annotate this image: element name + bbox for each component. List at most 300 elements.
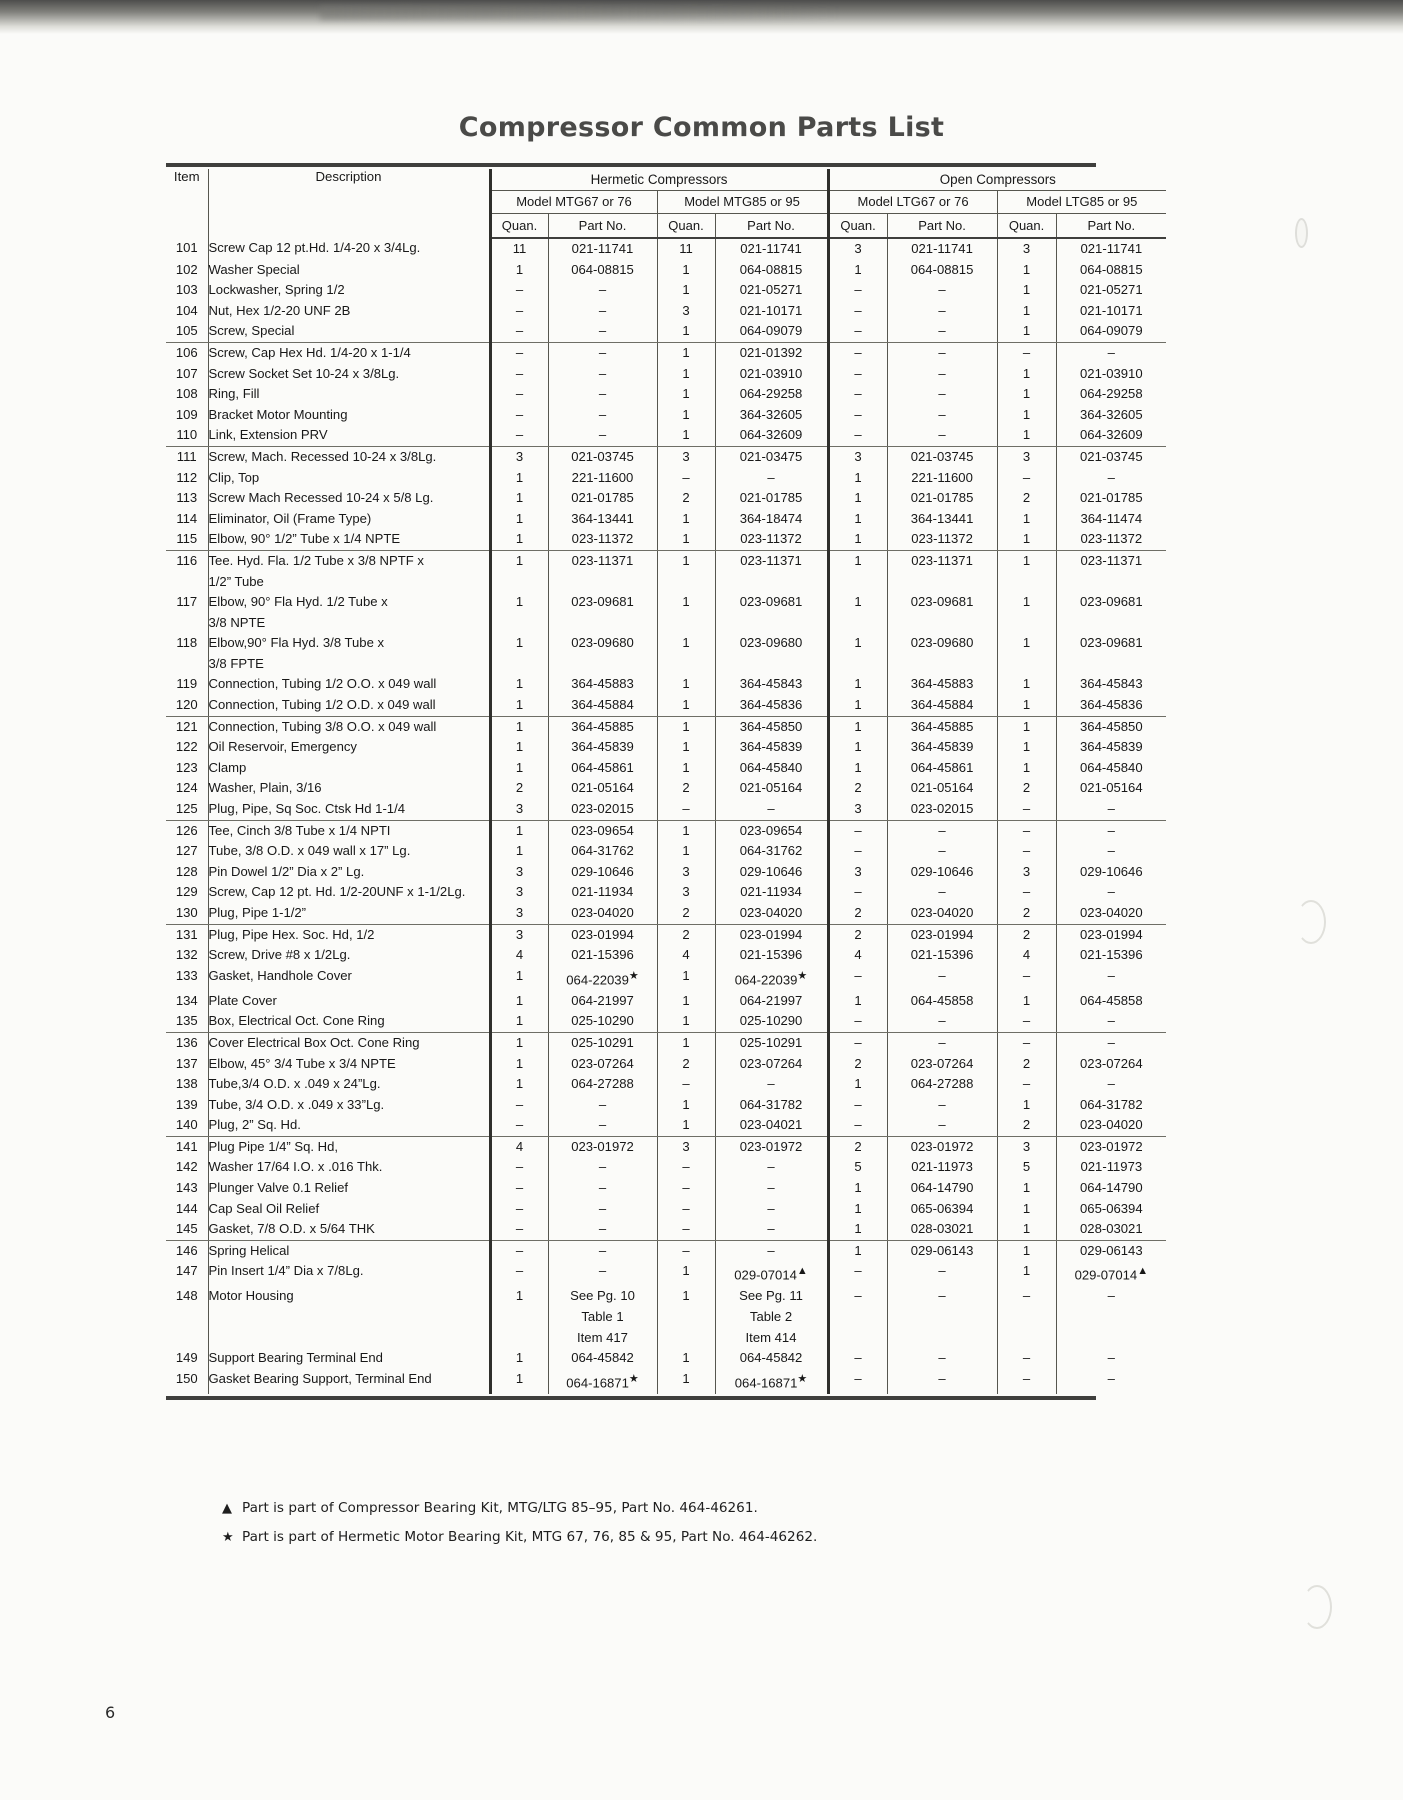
cell-quan-ltg67: 3 <box>828 446 887 467</box>
cell-quan-mtg85: 3 <box>657 1136 715 1157</box>
cell-quan-ltg67: 1 <box>828 716 887 737</box>
row-item-number: 127 <box>175 843 198 859</box>
cell-quan-ltg85: – <box>997 468 1056 489</box>
binder-ring-mark <box>1296 900 1326 944</box>
cell-partno-ltg85: – <box>1056 820 1166 841</box>
cell-partno-ltg67: 021-03745 <box>887 446 997 467</box>
cell-partno-mtg67: – <box>548 1240 657 1261</box>
cell-quan-ltg67: – <box>828 966 887 991</box>
cell-quan-ltg67: 1 <box>828 1219 887 1240</box>
cell-partno-ltg85: 364-32605 <box>1056 405 1166 426</box>
scan-smudge-artifact <box>320 6 840 20</box>
cell-quan-mtg67: – <box>490 364 548 385</box>
cell-quan-ltg67: – <box>828 425 887 446</box>
cell-quan-ltg85: 3 <box>997 446 1056 467</box>
cell-partno-mtg67: 064-31762 <box>548 841 657 862</box>
cell-quan-mtg67: 2 <box>490 778 548 799</box>
cell-partno-mtg85: 364-45843 <box>715 674 828 695</box>
cell-partno-mtg67: – <box>548 1219 657 1240</box>
cell-partno-mtg85: – <box>715 799 828 820</box>
row-description: Oil Reservoir, Emergency <box>208 737 490 758</box>
cell-partno-mtg67: 221-11600 <box>548 468 657 489</box>
cell-quan-ltg67: 4 <box>828 945 887 966</box>
cell-partno-mtg67: – <box>548 280 657 301</box>
row-description-continued <box>208 1328 490 1349</box>
header-group-hermetic: Hermetic Compressors <box>490 169 828 191</box>
cell-quan-ltg85: – <box>997 799 1056 820</box>
cell-quan-ltg85: – <box>997 1369 1056 1394</box>
cell-partno-mtg67: 064-16871★ <box>548 1369 657 1394</box>
cell-partno-ltg85: – <box>1056 882 1166 903</box>
cell-quan-mtg67: 4 <box>490 1136 548 1157</box>
cell-partno-ltg67: 364-45884 <box>887 695 997 716</box>
cell-partno-ltg85-continued <box>1056 1307 1166 1328</box>
table-row <box>166 529 1166 550</box>
cell-quan-ltg67: – <box>828 820 887 841</box>
cell-partno-mtg85: 064-09079 <box>715 321 828 342</box>
table-row <box>166 1032 1166 1053</box>
cell-partno-ltg85: 064-14790 <box>1056 1178 1166 1199</box>
cell-partno-ltg85: – <box>1056 1286 1166 1307</box>
cell-partno-ltg67: – <box>887 1348 997 1369</box>
cell-quan-mtg67: 1 <box>490 1011 548 1032</box>
row-item-number: 110 <box>166 425 208 446</box>
cell-quan-ltg85: 4 <box>997 945 1056 966</box>
cell-quan-ltg85: – <box>997 882 1056 903</box>
cell-quan-ltg85-continued <box>997 1307 1056 1328</box>
row-description: Box, Electrical Oct. Cone Ring <box>208 1011 490 1032</box>
cell-quan-ltg85: 1 <box>997 633 1056 674</box>
cell-partno-mtg85: 064-45842 <box>715 1348 828 1369</box>
cell-partno-mtg67: – <box>548 1095 657 1116</box>
row-description: Tee, Cinch 3/8 Tube x 1/4 NPTI <box>208 820 490 841</box>
table-bottom-rule <box>166 1396 1096 1400</box>
cell-quan-mtg85: 1 <box>657 509 715 530</box>
cell-quan-mtg85: 1 <box>657 966 715 991</box>
cell-partno-ltg85: 364-11474 <box>1056 509 1166 530</box>
cell-partno-ltg67: 023-09681 <box>887 592 997 633</box>
row-description: Connection, Tubing 1/2 O.D. x 049 wall <box>208 695 490 716</box>
cell-quan-ltg67: 2 <box>828 924 887 945</box>
cell-quan-mtg67: 1 <box>490 1054 548 1075</box>
table-row-continuation <box>166 1328 1166 1349</box>
cell-quan-mtg67: 1 <box>490 991 548 1012</box>
row-description: Support Bearing Terminal End <box>208 1348 490 1369</box>
row-item-number: 104 <box>175 302 198 318</box>
cell-quan-mtg67: 1 <box>490 488 548 509</box>
cell-quan-ltg67: – <box>828 882 887 903</box>
cell-partno-ltg85: – <box>1056 1011 1166 1032</box>
cell-partno-ltg67: 065-06394 <box>887 1199 997 1220</box>
cell-partno-ltg85: 023-11372 <box>1056 529 1166 550</box>
row-item-number: 147 <box>175 1263 198 1279</box>
row-description-continued: 3/8 FPTE <box>208 654 490 675</box>
cell-quan-ltg67: 2 <box>828 778 887 799</box>
row-description-continued: 1/2” Tube <box>208 572 490 593</box>
row-description: Link, Extension PRV <box>208 425 490 446</box>
cell-partno-ltg85: 021-05164 <box>1056 778 1166 799</box>
footnote-marker: ★ <box>797 1372 808 1385</box>
cell-partno-ltg85: 364-45839 <box>1056 737 1166 758</box>
cell-partno-ltg67: 364-45885 <box>887 716 997 737</box>
cell-partno-ltg85: 023-01994 <box>1056 924 1166 945</box>
row-description: Screw, Mach. Recessed 10-24 x 3/8Lg. <box>208 446 490 467</box>
cell-quan-ltg85: 1 <box>997 529 1056 550</box>
cell-quan-mtg67: 11 <box>490 238 548 260</box>
cell-quan-ltg67: 3 <box>828 799 887 820</box>
row-description: Bracket Motor Mounting <box>208 405 490 426</box>
cell-quan-ltg85: 1 <box>997 280 1056 301</box>
cell-partno-mtg85: 364-45839 <box>715 737 828 758</box>
row-item-number: 109 <box>175 406 198 422</box>
cell-quan-ltg67: – <box>828 1115 887 1136</box>
cell-quan-ltg85: 1 <box>997 758 1056 779</box>
cell-quan-ltg67: – <box>828 1011 887 1032</box>
cell-quan-mtg85: 1 <box>657 758 715 779</box>
table-row <box>166 301 1166 322</box>
cell-quan-mtg67: 1 <box>490 1286 548 1307</box>
cell-partno-ltg85: – <box>1056 1074 1166 1095</box>
row-description: Ring, Fill <box>208 384 490 405</box>
row-description: Tee. Hyd. Fla. 1/2 Tube x 3/8 NPTF x <box>208 550 490 571</box>
row-item-number: 138 <box>175 1076 198 1092</box>
cell-quan-ltg67: – <box>828 301 887 322</box>
footnote-marker: ★ <box>628 969 639 982</box>
page-number: 6 <box>105 1703 116 1722</box>
cell-quan-mtg67: 3 <box>490 903 548 924</box>
row-item-number: 105 <box>166 321 208 342</box>
row-item-number: 131 <box>175 926 198 942</box>
footnotes-block <box>222 1494 817 1552</box>
cell-quan-ltg85-continued <box>997 1328 1056 1349</box>
cell-quan-ltg85: 1 <box>997 991 1056 1012</box>
cell-quan-ltg85: 1 <box>997 737 1056 758</box>
cell-quan-mtg67: 1 <box>490 820 548 841</box>
cell-quan-ltg85: – <box>997 1032 1056 1053</box>
cell-quan-mtg67: – <box>490 1095 548 1116</box>
cell-quan-mtg67: 3 <box>490 924 548 945</box>
row-description: Spring Helical <box>208 1240 490 1261</box>
footnote-line <box>222 1494 817 1523</box>
row-item-number: 120 <box>166 695 208 716</box>
cell-partno-ltg85: 064-45858 <box>1056 991 1166 1012</box>
cell-quan-mtg67: 1 <box>490 737 548 758</box>
table-row-continuation <box>166 1307 1166 1328</box>
cell-partno-mtg85: 364-18474 <box>715 509 828 530</box>
row-description: Screw, Special <box>208 321 490 342</box>
footnote-text: Part is part of Hermetic Motor Bearing Kit, MTG 67, 76, 85 & 95, Part No. 464-46262. <box>242 1529 818 1545</box>
cell-partno-mtg67: – <box>548 1178 657 1199</box>
table-header <box>166 169 1166 238</box>
cell-partno-mtg85: 021-01785 <box>715 488 828 509</box>
cell-partno-ltg67: – <box>887 820 997 841</box>
cell-quan-mtg85: 1 <box>657 1095 715 1116</box>
cell-partno-ltg85: – <box>1056 342 1166 363</box>
cell-partno-mtg85: 023-01972 <box>715 1136 828 1157</box>
cell-partno-mtg67: – <box>548 364 657 385</box>
cell-quan-mtg67: 1 <box>490 1369 548 1394</box>
cell-partno-mtg85: 021-05271 <box>715 280 828 301</box>
cell-partno-mtg85: 064-31762 <box>715 841 828 862</box>
cell-quan-ltg85: 1 <box>997 1240 1056 1261</box>
row-item-number: 119 <box>176 676 198 692</box>
cell-quan-ltg67: 1 <box>828 260 887 281</box>
table-row <box>166 758 1166 779</box>
cell-quan-ltg85: 1 <box>997 384 1056 405</box>
cell-quan-ltg85: 3 <box>997 1136 1056 1157</box>
cell-partno-ltg67: 023-01972 <box>887 1136 997 1157</box>
cell-quan-mtg67: 3 <box>490 882 548 903</box>
row-description: Plug, Pipe Hex. Soc. Hd, 1/2 <box>208 924 490 945</box>
cell-partno-mtg67: 023-11372 <box>548 529 657 550</box>
row-item-number: 121 <box>175 718 198 734</box>
cell-partno-mtg67: 023-01972 <box>548 1136 657 1157</box>
row-description: Motor Housing <box>208 1286 490 1307</box>
cell-partno-mtg85: – <box>715 1219 828 1240</box>
cell-partno-mtg67: – <box>548 405 657 426</box>
table-row <box>166 903 1166 924</box>
table-row <box>166 280 1166 301</box>
table-row <box>166 342 1166 363</box>
cell-quan-mtg67: 1 <box>490 260 548 281</box>
cell-partno-mtg67: 025-10291 <box>548 1032 657 1053</box>
cell-partno-ltg85: 021-11973 <box>1056 1157 1166 1178</box>
cell-partno-ltg67: 021-01785 <box>887 488 997 509</box>
cell-quan-mtg67: 1 <box>490 966 548 991</box>
table-row <box>166 966 1166 991</box>
row-description: Connection, Tubing 1/2 O.O. x 049 wall <box>208 674 490 695</box>
cell-quan-mtg85: 1 <box>657 633 715 674</box>
cell-quan-mtg67: 1 <box>490 674 548 695</box>
cell-partno-ltg85: 023-09681 <box>1056 592 1166 633</box>
cell-partno-mtg85: 025-10291 <box>715 1032 828 1053</box>
cell-quan-mtg67: – <box>490 405 548 426</box>
cell-partno-ltg67: 021-11973 <box>887 1157 997 1178</box>
row-item-number: 133 <box>175 967 198 983</box>
cell-partno-ltg67: 364-45883 <box>887 674 997 695</box>
cell-partno-mtg67-continued: Table 1 <box>548 1307 657 1328</box>
row-description: Cover Electrical Box Oct. Cone Ring <box>208 1032 490 1053</box>
cell-quan-mtg67: – <box>490 1261 548 1286</box>
row-description: Plug, Pipe, Sq Soc. Ctsk Hd 1-1/4 <box>208 799 490 820</box>
cell-quan-mtg85: – <box>657 1240 715 1261</box>
row-item-number: 107 <box>175 365 198 381</box>
cell-quan-ltg67: – <box>828 1369 887 1394</box>
row-item-number: 146 <box>175 1242 198 1258</box>
cell-partno-mtg67: – <box>548 1157 657 1178</box>
cell-quan-ltg85: – <box>997 1348 1056 1369</box>
header-model-ltg67: Model LTG67 or 76 <box>828 191 997 214</box>
row-description: Cap Seal Oil Relief <box>208 1199 490 1220</box>
cell-partno-mtg85: 023-01994 <box>715 924 828 945</box>
cell-partno-mtg67: 023-07264 <box>548 1054 657 1075</box>
table-row <box>166 446 1166 467</box>
cell-quan-ltg67-continued <box>828 1328 887 1349</box>
cell-partno-ltg67: 064-08815 <box>887 260 997 281</box>
cell-quan-mtg67: – <box>490 384 548 405</box>
cell-partno-ltg85: 029-06143 <box>1056 1240 1166 1261</box>
cell-partno-ltg85: 023-07264 <box>1056 1054 1166 1075</box>
row-description: Elbow, 45° 3/4 Tube x 3/4 NPTE <box>208 1054 490 1075</box>
cell-quan-mtg85: – <box>657 1157 715 1178</box>
table-row <box>166 882 1166 903</box>
cell-partno-mtg67: 064-27288 <box>548 1074 657 1095</box>
cell-partno-mtg85: 064-21997 <box>715 991 828 1012</box>
cell-partno-mtg67: 023-01994 <box>548 924 657 945</box>
cell-partno-mtg67: 023-09654 <box>548 820 657 841</box>
cell-partno-ltg85: 028-03021 <box>1056 1219 1166 1240</box>
row-description: Clip, Top <box>208 468 490 489</box>
cell-quan-ltg67: – <box>828 280 887 301</box>
cell-partno-mtg67: – <box>548 1115 657 1136</box>
cell-partno-ltg67: 221-11600 <box>887 468 997 489</box>
table-row <box>166 384 1166 405</box>
table-row <box>166 550 1166 571</box>
cell-partno-mtg85: 064-29258 <box>715 384 828 405</box>
cell-quan-ltg67: – <box>828 1286 887 1307</box>
cell-partno-ltg85: – <box>1056 841 1166 862</box>
parts-table <box>166 169 1166 1394</box>
row-item-number: 142 <box>175 1159 198 1175</box>
table-row <box>166 364 1166 385</box>
table-row <box>166 991 1166 1012</box>
cell-quan-ltg67: 1 <box>828 991 887 1012</box>
cell-partno-mtg85: 023-09680 <box>715 633 828 674</box>
cell-quan-ltg67: 5 <box>828 1157 887 1178</box>
cell-quan-mtg85: 1 <box>657 1261 715 1286</box>
cell-partno-mtg85: 021-03475 <box>715 446 828 467</box>
cell-quan-mtg85: 11 <box>657 238 715 260</box>
cell-partno-ltg85: – <box>1056 1348 1166 1369</box>
cell-quan-ltg67: 1 <box>828 1178 887 1199</box>
table-row <box>166 405 1166 426</box>
row-item-number: 139 <box>175 1096 198 1112</box>
table-row <box>166 1095 1166 1116</box>
binder-ring-mark <box>1302 1585 1332 1629</box>
cell-partno-mtg67: See Pg. 10 <box>548 1286 657 1307</box>
cell-quan-ltg85: 3 <box>997 238 1056 260</box>
header-quan-2: Quan. <box>657 214 715 239</box>
cell-quan-mtg85: – <box>657 799 715 820</box>
cell-partno-mtg85: 023-09681 <box>715 592 828 633</box>
cell-quan-mtg85: – <box>657 1074 715 1095</box>
cell-partno-mtg67: 023-11371 <box>548 550 657 592</box>
cell-quan-ltg67: – <box>828 841 887 862</box>
cell-partno-ltg85: 064-32609 <box>1056 425 1166 446</box>
cell-partno-mtg85: 064-31782 <box>715 1095 828 1116</box>
cell-partno-ltg85: – <box>1056 966 1166 991</box>
cell-partno-mtg85: 064-16871★ <box>715 1369 828 1394</box>
row-description: Gasket Bearing Support, Terminal End <box>208 1369 490 1394</box>
cell-quan-ltg67: 1 <box>828 695 887 716</box>
cell-quan-ltg85: 1 <box>997 260 1056 281</box>
cell-partno-ltg67: 064-14790 <box>887 1178 997 1199</box>
cell-quan-ltg85: – <box>997 1074 1056 1095</box>
cell-quan-mtg85: 1 <box>657 991 715 1012</box>
cell-quan-ltg85: – <box>997 966 1056 991</box>
cell-partno-mtg85: 021-05164 <box>715 778 828 799</box>
cell-quan-mtg85: 1 <box>657 405 715 426</box>
cell-quan-mtg85: – <box>657 1219 715 1240</box>
cell-quan-mtg85: 1 <box>657 364 715 385</box>
cell-partno-ltg67: – <box>887 841 997 862</box>
cell-quan-ltg85: 1 <box>997 425 1056 446</box>
row-description: Plunger Valve 0.1 Relief <box>208 1178 490 1199</box>
table-row <box>166 1199 1166 1220</box>
table-row <box>166 695 1166 716</box>
cell-partno-ltg67: – <box>887 1032 997 1053</box>
cell-partno-mtg85: 064-45840 <box>715 758 828 779</box>
cell-quan-mtg85: 1 <box>657 1115 715 1136</box>
cell-quan-ltg67: 1 <box>828 737 887 758</box>
cell-partno-mtg85: 029-10646 <box>715 862 828 883</box>
cell-partno-ltg85: – <box>1056 799 1166 820</box>
cell-quan-ltg67: 2 <box>828 903 887 924</box>
cell-partno-ltg67: 021-15396 <box>887 945 997 966</box>
table-row <box>166 841 1166 862</box>
cell-quan-ltg85: 1 <box>997 405 1056 426</box>
cell-partno-ltg85: – <box>1056 1369 1166 1394</box>
cell-quan-ltg85: – <box>997 820 1056 841</box>
cell-partno-ltg85: 023-04020 <box>1056 903 1166 924</box>
row-item-number: 101 <box>175 240 198 255</box>
cell-partno-mtg85: 364-32605 <box>715 405 828 426</box>
row-item-number: 145 <box>166 1219 208 1240</box>
cell-partno-mtg67-continued: Item 417 <box>548 1328 657 1349</box>
cell-partno-ltg67: 023-02015 <box>887 799 997 820</box>
cell-quan-mtg67: 1 <box>490 633 548 674</box>
cell-quan-mtg67: 1 <box>490 1074 548 1095</box>
row-item-number: 143 <box>175 1180 198 1196</box>
row-description: Elbow, 90° 1/2” Tube x 1/4 NPTE <box>208 529 490 550</box>
cell-partno-mtg67: 064-21997 <box>548 991 657 1012</box>
cell-partno-mtg67: 025-10290 <box>548 1011 657 1032</box>
row-description: Tube, 3/8 O.D. x 049 wall x 17” Lg. <box>208 841 490 862</box>
cell-partno-mtg85: 064-32609 <box>715 425 828 446</box>
cell-partno-mtg67: 021-15396 <box>548 945 657 966</box>
cell-partno-mtg85: 023-04020 <box>715 903 828 924</box>
cell-quan-ltg67: 1 <box>828 1240 887 1261</box>
table-row <box>166 674 1166 695</box>
cell-partno-mtg67: 023-09680 <box>548 633 657 674</box>
cell-partno-mtg67: – <box>548 321 657 342</box>
cell-quan-mtg85: 1 <box>657 1348 715 1369</box>
row-item-number: 149 <box>175 1350 198 1366</box>
table-body <box>166 238 1166 1394</box>
cell-quan-ltg85: 1 <box>997 550 1056 592</box>
cell-partno-mtg67: 023-09681 <box>548 592 657 633</box>
header-model-mtg85: Model MTG85 or 95 <box>657 191 828 214</box>
row-item-number: 111 <box>176 448 197 464</box>
cell-partno-mtg67: – <box>548 384 657 405</box>
row-item-number: 122 <box>175 739 198 755</box>
table-row <box>166 488 1166 509</box>
table-row <box>166 468 1166 489</box>
cell-quan-mtg85: 1 <box>657 841 715 862</box>
cell-quan-ltg67: 1 <box>828 633 887 674</box>
cell-quan-ltg67: – <box>828 1032 887 1053</box>
cell-quan-mtg67: 1 <box>490 841 548 862</box>
cell-partno-mtg85: 023-04021 <box>715 1115 828 1136</box>
cell-partno-mtg85: 021-11934 <box>715 882 828 903</box>
row-description: Screw, Cap Hex Hd. 1/4-20 x 1-1/4 <box>208 342 490 363</box>
cell-partno-ltg67: 364-13441 <box>887 509 997 530</box>
footnote-text: Part is part of Compressor Bearing Kit, MTG/LTG 85–95, Part No. 464-46261. <box>242 1500 758 1516</box>
cell-quan-mtg85: 2 <box>657 778 715 799</box>
cell-quan-mtg85: 1 <box>657 321 715 342</box>
cell-partno-ltg67-continued <box>887 1328 997 1349</box>
footnote-line <box>222 1523 817 1552</box>
